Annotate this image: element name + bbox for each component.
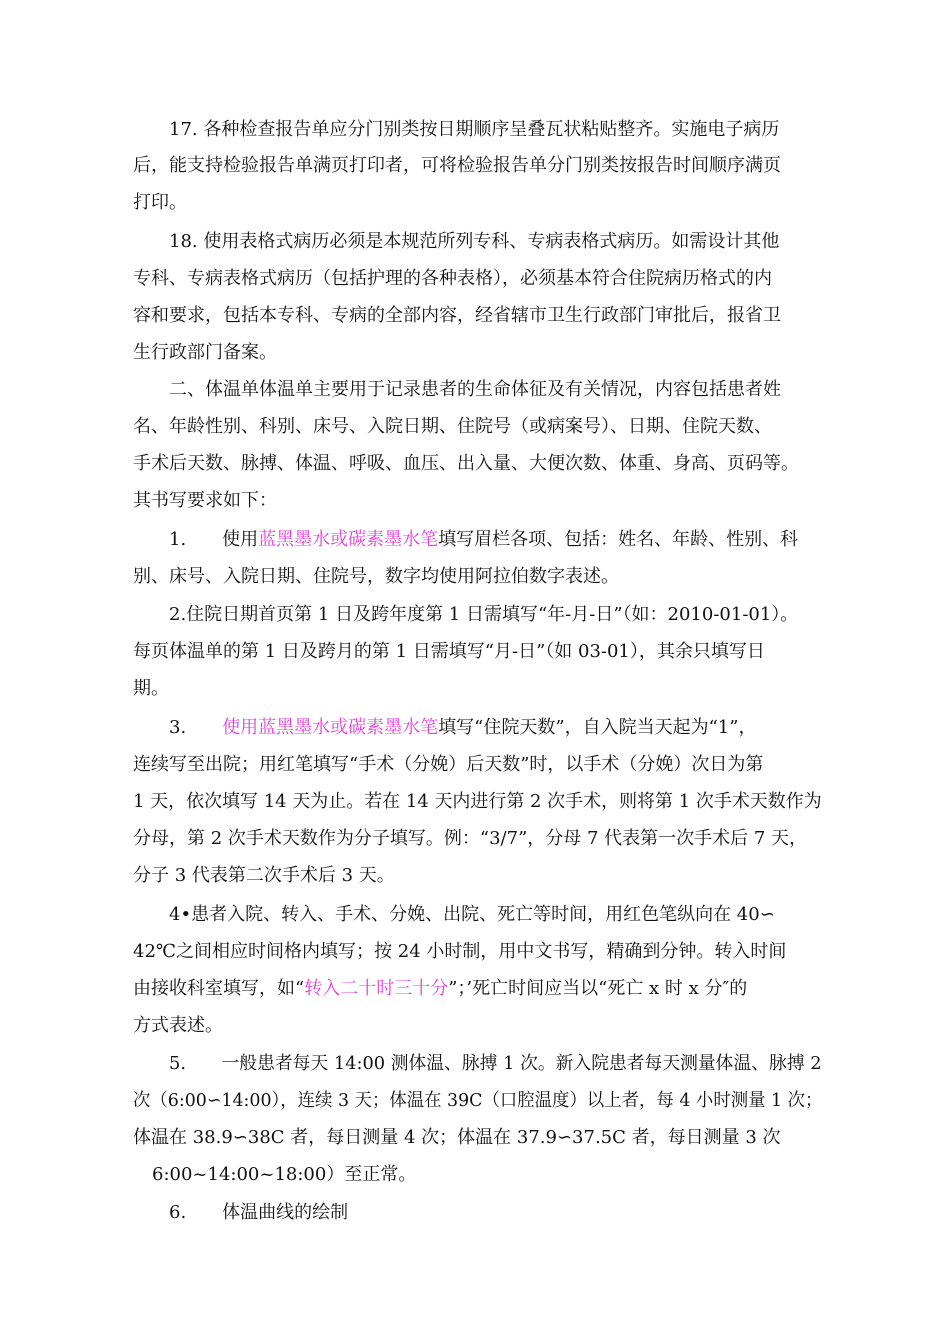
text-run: 每页体温单的第 1 日及跨月的第 1 日需填写“月-日”（如 03-01），其余只填写日 — [133, 641, 765, 662]
text-run: 其书写要求如下： — [133, 490, 277, 511]
text-run: 分母，第 2 次手术天数作为分子填写。例：“3/7”，分母 7 代表第一次手术后 7 天， — [133, 828, 808, 849]
text-run: 体温在 38.9∽38C 者，每日测量 4 次；体温在 37.9∽37.5C 者，每日测量 3 次 — [133, 1127, 781, 1148]
text-run: ”；’死亡时间应当以“死亡 x 时 x 分″的 — [448, 978, 748, 999]
text-line — [133, 489, 277, 513]
text-run: 填写眉栏各项、包括：姓名、年龄、性别、科 — [438, 529, 799, 550]
text-line — [169, 230, 779, 254]
text-line — [133, 753, 763, 777]
text-line — [169, 716, 756, 740]
text-line — [133, 977, 747, 1001]
text-line — [133, 1126, 781, 1150]
text-run: 打印。 — [133, 192, 187, 213]
text-line — [169, 118, 779, 142]
text-line — [133, 565, 619, 589]
text-line — [152, 1163, 416, 1187]
text-run: 二、体温单体温单主要用于记录患者的生命体征及有关情况，内容包括患者姓 — [169, 379, 781, 400]
text-line — [133, 940, 786, 964]
text-run: 名、年龄性别、科别、床号、入院日期、住院号（或病案号）、日期、住院天数、 — [133, 416, 772, 437]
text-run: 填写“住院天数”，自入院当天起为“1”， — [438, 717, 757, 738]
text-line — [169, 1052, 822, 1076]
text-line — [133, 827, 807, 851]
text-line — [133, 1089, 822, 1113]
text-run: 6. 体温曲线的绘制 — [169, 1202, 349, 1223]
text-line — [133, 304, 781, 328]
text-run: 次（6:00∽14:00），连续 3 天；体温在 39C（口腔温度）以上者，每 4 小时测量 1 次； — [133, 1090, 823, 1111]
text-line — [133, 415, 772, 439]
text-line — [133, 864, 395, 888]
text-line — [133, 1014, 223, 1038]
text-line — [133, 640, 765, 664]
text-run: 1 天，依次填写 14 天为止。若在 14 天内进行第 2 次手术，则将第 1 次手术天数作为 — [133, 791, 822, 812]
text-run: 3. — [169, 717, 223, 738]
text-run: 分子 3 代表第二次手术后 3 天。 — [133, 865, 395, 886]
text-line — [169, 603, 798, 627]
text-run: 专科、专病表格式病历（包括护理的各种表格），必须基本符合住院病历格式的内 — [133, 268, 772, 289]
text-run: 6:00~14:00~18:00）至正常。 — [152, 1164, 417, 1185]
text-line — [133, 191, 187, 215]
text-run: 后，能支持检验报告单满页打印者，可将检验报告单分门别类按报告时间顺序满页 — [133, 155, 781, 176]
text-line — [169, 903, 775, 927]
highlighted-text: 蓝黑墨水或碳素墨水笔 — [258, 529, 439, 550]
text-run: 17. 各种检查报告单应分门别类按日期顺序呈叠瓦状粘贴整齐。实施电子病历 — [169, 119, 780, 140]
text-line — [133, 790, 822, 814]
text-run: 4•患者入院、转入、手术、分娩、出院、死亡等时间，用红色笔纵向在 40∽ — [169, 904, 775, 925]
text-line — [133, 341, 277, 365]
text-run: 由接收科室填写，如“ — [133, 978, 305, 999]
text-run: 5. 一般患者每天 14:00 测体温、脉搏 1 次。新入院患者每天测量体温、脉搏 2 — [169, 1053, 822, 1074]
text-run: 18. 使用表格式病历必须是本规范所列专科、专病表格式病历。如需设计其他 — [169, 231, 780, 252]
text-run: 连续写至出院；用红笔填写“手术（分娩）后天数”时，以手术（分娩）次日为第 — [133, 754, 764, 775]
text-line — [133, 452, 799, 476]
text-line — [133, 677, 169, 701]
text-line — [169, 528, 798, 552]
highlighted-text: 使用蓝黑墨水或碳素墨水笔 — [222, 717, 439, 738]
text-line — [169, 378, 781, 402]
text-run: 容和要求，包括本专科、专病的全部内容，经省辖市卫生行政部门审批后，报省卫 — [133, 305, 781, 326]
text-line — [133, 154, 781, 178]
text-run: 1. 使用 — [169, 529, 259, 550]
text-run: 方式表述。 — [133, 1015, 223, 1036]
highlighted-text: 转入二十时三十分 — [304, 978, 449, 999]
text-run: 期。 — [133, 678, 169, 699]
text-line — [169, 1201, 348, 1225]
text-run: 42℃之间相应时间格内填写；按 24 小时制，用中文书写，精确到分钟。转入时间 — [133, 941, 787, 962]
text-run: 2.住院日期首页第 1 日及跨年度第 1 日需填写“年-月-日”（如：2010-01-01）。 — [169, 604, 799, 625]
text-run: 别、床号、入院日期、住院号，数字均使用阿拉伯数字表述。 — [133, 566, 619, 587]
text-line — [133, 267, 772, 291]
text-run: 生行政部门备案。 — [133, 342, 277, 363]
text-run: 手术后天数、脉搏、体温、呼吸、血压、出入量、大便次数、体重、身高、页码等。 — [133, 453, 799, 474]
